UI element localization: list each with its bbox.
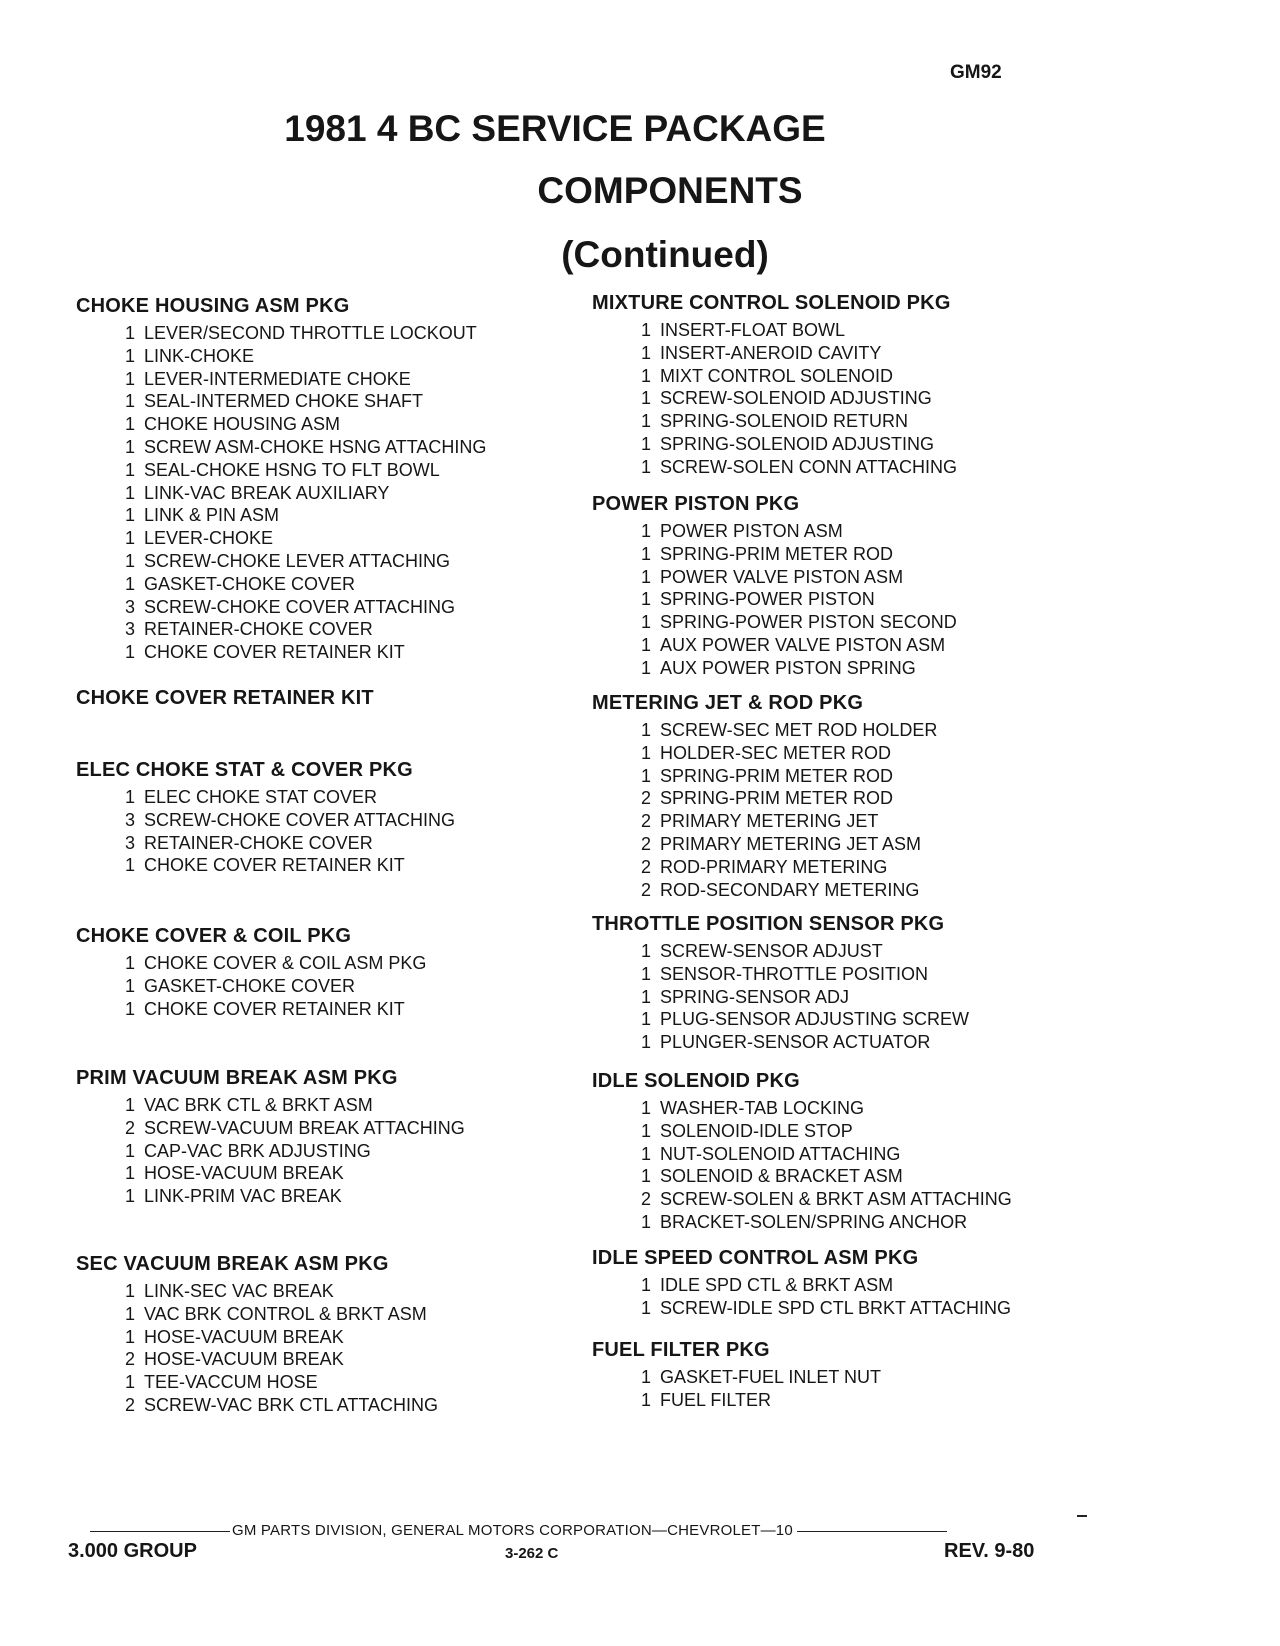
list-item <box>116 459 486 482</box>
item-description: SPRING-POWER PISTON SECOND <box>660 612 957 633</box>
item-description: VAC BRK CONTROL & BRKT ASM <box>144 1303 427 1324</box>
item-description: SCREW-VACUUM BREAK ATTACHING <box>144 1117 465 1138</box>
item-description: SCREW-CHOKE COVER ATTACHING <box>144 809 456 830</box>
page-title-line3: (Continued) <box>561 234 769 275</box>
item-description: TEE-VACCUM HOSE <box>144 1372 318 1393</box>
list-item <box>632 611 957 634</box>
item-description: SCREW-VAC BRK CTL ATTACHING <box>144 1394 439 1415</box>
item-quantity: 1 <box>640 963 651 984</box>
item-description: SCREW-SOLEN CONN ATTACHING <box>660 456 958 477</box>
section-title: ELEC CHOKE STAT & COVER PKG <box>76 759 413 781</box>
item-quantity: 1 <box>640 388 651 409</box>
item-description: AUX POWER PISTON SPRING <box>660 657 916 678</box>
item-quantity: 1 <box>124 505 135 526</box>
section-elec-choke-stat-cover-pkg <box>76 758 455 877</box>
item-quantity: 3 <box>124 596 135 617</box>
item-quantity: 1 <box>124 573 135 594</box>
list-item <box>632 365 957 388</box>
item-description: PLUG-SENSOR ADJUSTING SCREW <box>660 1009 970 1030</box>
list-item <box>632 410 957 433</box>
parts-list <box>76 322 486 664</box>
list-item <box>632 1274 1011 1297</box>
list-item <box>116 641 486 664</box>
item-quantity: 2 <box>640 856 651 877</box>
footer-group: 3.000 GROUP <box>68 1540 197 1562</box>
list-item <box>632 543 957 566</box>
parts-list <box>76 786 455 877</box>
item-description: GASKET-CHOKE COVER <box>144 573 356 594</box>
item-quantity: 1 <box>640 986 651 1007</box>
item-description: BRACKET-SOLEN/SPRING ANCHOR <box>660 1211 968 1232</box>
item-description: LEVER-CHOKE <box>144 528 274 549</box>
item-description: CAP-VAC BRK ADJUSTING <box>144 1140 371 1161</box>
item-quantity: 1 <box>124 1326 135 1347</box>
section-title: CHOKE COVER RETAINER KIT <box>76 687 374 709</box>
item-description: POWER PISTON ASM <box>660 521 843 541</box>
item-description: HOLDER-SEC METER ROD <box>660 742 892 763</box>
item-description: SCREW-CHOKE COVER ATTACHING <box>144 596 456 617</box>
list-item <box>632 1389 881 1412</box>
item-description: SOLENOID-IDLE STOP <box>660 1120 853 1141</box>
list-item <box>632 387 957 410</box>
list-item <box>632 588 957 611</box>
item-description: SCREW-IDLE SPD CTL BRKT ATTACHING <box>660 1297 1012 1318</box>
item-description: POWER VALVE PISTON ASM <box>660 566 904 587</box>
item-quantity: 1 <box>124 345 135 366</box>
item-description: VAC BRK CTL & BRKT ASM <box>144 1095 373 1115</box>
section-choke-cover-retainer-kit <box>76 686 374 714</box>
item-description: SOLENOID & BRACKET ASM <box>660 1166 903 1187</box>
item-description: SEAL-CHOKE HSNG TO FLT BOWL <box>144 459 440 480</box>
item-quantity: 2 <box>124 1117 135 1138</box>
footer-page-number: 3-262 C <box>505 1545 559 1562</box>
list-item <box>632 1366 881 1389</box>
parts-list <box>592 1366 881 1412</box>
item-quantity: 2 <box>640 811 651 832</box>
parts-list <box>592 1097 1012 1234</box>
item-quantity: 1 <box>124 550 135 571</box>
item-description: RETAINER-CHOKE COVER <box>144 619 373 640</box>
item-quantity: 1 <box>640 1211 651 1232</box>
section-title: SEC VACUUM BREAK ASM PKG <box>76 1253 389 1275</box>
item-quantity: 1 <box>124 368 135 389</box>
item-description: SPRING-POWER PISTON <box>660 589 875 610</box>
footer-division-text: GM PARTS DIVISION, GENERAL MOTORS CORPORATION—CHEVROLET—10 <box>232 1522 793 1539</box>
item-quantity: 1 <box>640 1120 651 1141</box>
parts-list <box>76 1094 465 1208</box>
list-item <box>632 856 937 879</box>
item-quantity: 1 <box>640 1166 651 1187</box>
item-quantity: 1 <box>124 1303 135 1324</box>
item-quantity: 1 <box>124 528 135 549</box>
list-item <box>116 322 486 345</box>
item-description: SCREW-SOLENOID ADJUSTING <box>660 388 932 409</box>
list-item <box>632 1008 969 1031</box>
item-description: SPRING-PRIM METER ROD <box>660 788 894 809</box>
footer-revision: REV. 9-80 <box>944 1540 1035 1562</box>
list-item <box>116 345 486 368</box>
section-choke-cover-coil-pkg <box>76 924 426 1020</box>
item-description: NUT-SOLENOID ATTACHING <box>660 1143 901 1164</box>
item-quantity: 1 <box>640 1275 651 1295</box>
item-quantity: 1 <box>640 1389 651 1410</box>
list-item <box>116 1185 465 1208</box>
item-quantity: 1 <box>124 436 135 457</box>
list-item <box>116 1303 438 1326</box>
item-quantity: 1 <box>124 1186 135 1207</box>
section-idle-speed-control-asm-pkg <box>592 1246 1011 1320</box>
list-item <box>632 1165 1012 1188</box>
section-title: FUEL FILTER PKG <box>592 1339 770 1361</box>
parts-list <box>592 1274 1011 1320</box>
item-quantity: 1 <box>124 323 135 343</box>
item-quantity: 1 <box>640 365 651 386</box>
list-item <box>116 550 486 573</box>
item-description: CHOKE COVER RETAINER KIT <box>144 642 405 663</box>
item-quantity: 1 <box>640 1032 651 1053</box>
item-quantity: 1 <box>640 433 651 454</box>
item-description: LINK & PIN ASM <box>144 505 280 526</box>
item-description: LINK-PRIM VAC BREAK <box>144 1186 342 1207</box>
list-item <box>116 1326 438 1349</box>
item-description: ROD-PRIMARY METERING <box>660 856 888 877</box>
item-quantity: 1 <box>124 642 135 663</box>
list-item <box>632 342 957 365</box>
item-quantity: 1 <box>124 787 135 807</box>
list-item <box>632 319 957 342</box>
item-quantity: 1 <box>640 1143 651 1164</box>
list-item <box>632 433 957 456</box>
list-item <box>116 618 486 641</box>
section-sec-vacuum-break-asm-pkg <box>76 1252 438 1417</box>
item-quantity: 1 <box>640 456 651 477</box>
list-item <box>632 1120 1012 1143</box>
item-quantity: 1 <box>124 975 135 996</box>
section-power-piston-pkg <box>592 492 957 680</box>
section-throttle-position-sensor-pkg <box>592 912 969 1054</box>
item-quantity: 1 <box>124 482 135 503</box>
item-description: HOSE-VACUUM BREAK <box>144 1163 344 1184</box>
item-description: ROD-SECONDARY METERING <box>660 879 920 900</box>
list-item <box>632 1143 1012 1166</box>
list-item <box>632 765 937 788</box>
parts-list <box>592 940 969 1054</box>
section-mixture-control-solenoid-pkg <box>592 291 957 479</box>
item-description: LEVER-INTERMEDIATE CHOKE <box>144 368 411 389</box>
parts-list <box>592 319 957 479</box>
list-item <box>632 833 937 856</box>
list-item <box>116 832 455 855</box>
section-title: IDLE SOLENOID PKG <box>592 1070 800 1092</box>
footer-division-line <box>90 1522 949 1539</box>
item-quantity: 1 <box>640 720 651 740</box>
list-item <box>116 573 486 596</box>
list-item <box>116 854 455 877</box>
section-title: CHOKE HOUSING ASM PKG <box>76 295 350 317</box>
section-idle-solenoid-pkg <box>592 1069 1012 1234</box>
item-quantity: 1 <box>640 521 651 541</box>
item-quantity: 2 <box>640 833 651 854</box>
item-quantity: 1 <box>640 1098 651 1118</box>
item-description: RETAINER-CHOKE COVER <box>144 832 373 853</box>
list-item <box>116 596 486 619</box>
section-title: CHOKE COVER & COIL PKG <box>76 925 352 947</box>
item-description: SCREW-SEC MET ROD HOLDER <box>660 720 938 740</box>
item-description: SPRING-PRIM METER ROD <box>660 765 894 786</box>
item-description: SPRING-SENSOR ADJ <box>660 986 850 1007</box>
item-quantity: 1 <box>640 765 651 786</box>
list-item <box>116 1162 465 1185</box>
item-description: GASKET-CHOKE COVER <box>144 975 356 996</box>
item-quantity: 1 <box>640 742 651 763</box>
item-description: SCREW-SENSOR ADJUST <box>660 941 883 961</box>
item-description: PRIMARY METERING JET <box>660 811 879 832</box>
item-quantity: 1 <box>640 657 651 678</box>
list-item <box>632 810 937 833</box>
footer-rule-right <box>797 1531 947 1532</box>
item-description: SENSOR-THROTTLE POSITION <box>660 963 929 984</box>
item-quantity: 1 <box>124 1095 135 1115</box>
section-title: POWER PISTON PKG <box>592 493 800 515</box>
item-description: SEAL-INTERMED CHOKE SHAFT <box>144 391 424 412</box>
page-title: 1981 4 BC SERVICE PACKAGE <box>284 108 826 149</box>
list-item <box>116 1140 465 1163</box>
item-quantity: 2 <box>640 788 651 809</box>
item-quantity: 1 <box>640 589 651 610</box>
list-item <box>632 1188 1012 1211</box>
list-item <box>632 1297 1011 1320</box>
item-quantity: 2 <box>124 1394 135 1415</box>
item-description: LINK-CHOKE <box>144 345 255 366</box>
item-quantity: 2 <box>124 1349 135 1370</box>
item-quantity: 3 <box>124 809 135 830</box>
item-quantity: 1 <box>124 855 135 876</box>
section-title: IDLE SPEED CONTROL ASM PKG <box>592 1247 919 1269</box>
item-quantity: 1 <box>124 998 135 1019</box>
item-description: SCREW-CHOKE LEVER ATTACHING <box>144 550 451 571</box>
list-item <box>632 879 937 902</box>
list-item <box>632 1211 1012 1234</box>
item-quantity: 1 <box>640 543 651 564</box>
item-description: CHOKE COVER & COIL ASM PKG <box>144 953 427 973</box>
parts-list <box>76 1280 438 1417</box>
section-choke-housing-asm-pkg <box>76 294 486 664</box>
section-metering-jet-rod-pkg <box>592 691 937 901</box>
margin-mark <box>1077 1515 1087 1517</box>
list-item <box>116 975 426 998</box>
parts-list <box>76 952 426 1020</box>
item-quantity: 1 <box>640 566 651 587</box>
item-description: IDLE SPD CTL & BRKT ASM <box>660 1275 894 1295</box>
list-item <box>116 1348 438 1371</box>
list-item <box>632 456 957 479</box>
list-item <box>632 940 969 963</box>
item-description: LEVER/SECOND THROTTLE LOCKOUT <box>144 323 477 343</box>
list-item <box>116 1117 465 1140</box>
item-quantity: 1 <box>124 1163 135 1184</box>
item-quantity: 1 <box>124 414 135 435</box>
list-item <box>116 1394 438 1417</box>
list-item <box>116 998 426 1021</box>
item-quantity: 1 <box>124 953 135 973</box>
list-item <box>116 786 455 809</box>
list-item <box>116 1280 438 1303</box>
item-description: WASHER-TAB LOCKING <box>660 1098 865 1118</box>
list-item <box>116 1371 438 1394</box>
list-item <box>116 1094 465 1117</box>
item-quantity: 2 <box>640 879 651 900</box>
item-description: CHOKE HOUSING ASM <box>144 414 341 435</box>
section-title: THROTTLE POSITION SENSOR PKG <box>592 913 945 935</box>
list-item <box>632 963 969 986</box>
item-quantity: 1 <box>640 612 651 633</box>
parts-list <box>592 520 957 680</box>
section-prim-vacuum-break-asm-pkg <box>76 1066 465 1208</box>
section-title: PRIM VACUUM BREAK ASM PKG <box>76 1067 398 1089</box>
list-item <box>116 436 486 459</box>
list-item <box>632 787 937 810</box>
item-quantity: 1 <box>640 1009 651 1030</box>
item-description: INSERT-ANEROID CAVITY <box>660 342 882 363</box>
item-description: PLUNGER-SENSOR ACTUATOR <box>660 1032 931 1053</box>
list-item <box>632 634 957 657</box>
list-item <box>632 1031 969 1054</box>
item-quantity: 1 <box>640 634 651 655</box>
page-title-line2: COMPONENTS <box>537 170 803 211</box>
item-quantity: 2 <box>640 1189 651 1210</box>
document-code: GM92 <box>950 62 1002 83</box>
item-description: SPRING-SOLENOID RETURN <box>660 411 909 432</box>
item-description: SPRING-SOLENOID ADJUSTING <box>660 433 935 454</box>
list-item <box>632 657 957 680</box>
item-description: CHOKE COVER RETAINER KIT <box>144 998 405 1019</box>
section-title: METERING JET & ROD PKG <box>592 692 864 714</box>
item-description: PRIMARY METERING JET ASM <box>660 833 922 854</box>
list-item <box>632 719 937 742</box>
list-item <box>116 527 486 550</box>
list-item <box>116 390 486 413</box>
item-description: INSERT-FLOAT BOWL <box>660 320 846 340</box>
list-item <box>632 986 969 1009</box>
footer-rule-left <box>90 1531 230 1532</box>
parts-list <box>592 719 937 901</box>
item-description: HOSE-VACUUM BREAK <box>144 1326 344 1347</box>
item-quantity: 1 <box>640 1367 651 1387</box>
item-quantity: 1 <box>124 1372 135 1393</box>
item-quantity: 1 <box>124 1140 135 1161</box>
list-item <box>116 952 426 975</box>
item-description: ELEC CHOKE STAT COVER <box>144 787 378 807</box>
item-description: SCREW ASM-CHOKE HSNG ATTACHING <box>144 436 487 457</box>
list-item <box>632 566 957 589</box>
list-item <box>116 809 455 832</box>
item-quantity: 1 <box>640 342 651 363</box>
item-description: HOSE-VACUUM BREAK <box>144 1349 344 1370</box>
item-quantity: 1 <box>124 459 135 480</box>
item-quantity: 1 <box>640 941 651 961</box>
item-quantity: 1 <box>640 411 651 432</box>
list-item <box>632 742 937 765</box>
item-quantity: 1 <box>124 1281 135 1301</box>
list-item <box>116 504 486 527</box>
item-quantity: 1 <box>640 1297 651 1318</box>
item-description: AUX POWER VALVE PISTON ASM <box>660 634 946 655</box>
item-description: CHOKE COVER RETAINER KIT <box>144 855 405 876</box>
item-quantity: 3 <box>124 832 135 853</box>
list-item <box>632 520 957 543</box>
list-item <box>116 413 486 436</box>
list-item <box>632 1097 1012 1120</box>
item-description: LINK-VAC BREAK AUXILIARY <box>144 482 390 503</box>
item-description: GASKET-FUEL INLET NUT <box>660 1367 882 1387</box>
item-description: FUEL FILTER <box>660 1389 772 1410</box>
section-title: MIXTURE CONTROL SOLENOID PKG <box>592 292 951 314</box>
list-item <box>116 368 486 391</box>
item-quantity: 1 <box>640 320 651 340</box>
item-description: SCREW-SOLEN & BRKT ASM ATTACHING <box>660 1189 1012 1210</box>
list-item <box>116 482 486 505</box>
item-description: LINK-SEC VAC BREAK <box>144 1281 334 1301</box>
item-description: MIXT CONTROL SOLENOID <box>660 365 894 386</box>
item-quantity: 3 <box>124 619 135 640</box>
item-quantity: 1 <box>124 391 135 412</box>
section-fuel-filter-pkg <box>592 1338 881 1412</box>
item-description: SPRING-PRIM METER ROD <box>660 543 894 564</box>
